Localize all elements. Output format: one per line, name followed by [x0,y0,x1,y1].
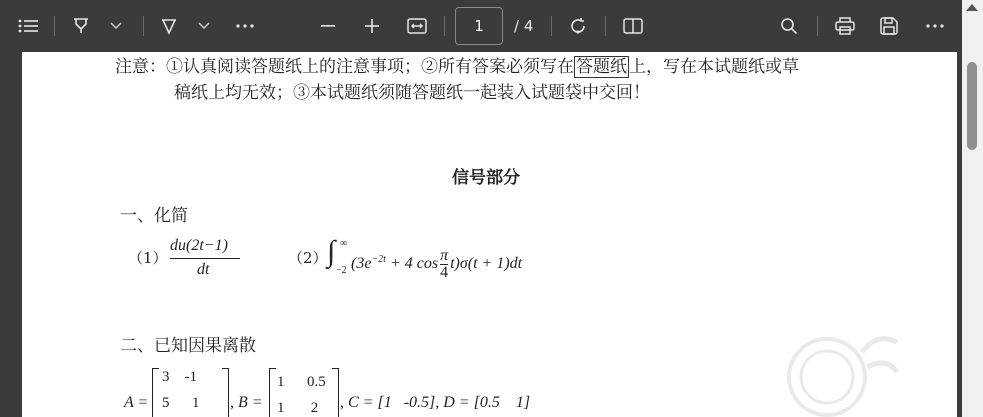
matrix-a-row-1: 3 -1 [162,369,197,385]
watermark-stamp [782,322,912,417]
integral-lower-limit: −2 [336,265,347,276]
rotate-icon[interactable] [565,13,591,39]
section-title: 信号部分 [452,168,520,188]
save-icon[interactable] [876,14,902,38]
more-icon[interactable] [922,14,948,38]
separator [817,16,818,36]
scroll-up-arrow-icon[interactable] [966,4,978,11]
integral-sign: ∫ [327,235,336,268]
notice-line-2: 稿纸上均无效；③本试题纸须随答题纸一起装入试题袋中交回！ [174,83,650,103]
notice-text-b: 上，写在本试题纸或草 [629,57,799,77]
page-view-icon[interactable] [620,14,646,38]
matrix-bracket-right [332,368,339,417]
frac-denominator: 4 [440,264,449,281]
frac-numerator: π [440,247,449,264]
q1-item2-label: （2） [288,249,328,267]
integral-upper-limit: ∞ [340,238,348,249]
matrix-bracket-left [269,368,276,417]
separator [551,16,552,36]
q2-heading: 二、已知因果离散 [120,336,256,356]
q1-item1-numerator: du(2t−1) [170,237,228,254]
separator [444,16,445,36]
highlight-icon[interactable] [68,14,94,38]
matrix-b-row-2: 1 2 [277,400,319,416]
scrollbar-thumb[interactable] [967,62,977,150]
separator [605,16,606,36]
page-count: / 4 [514,17,534,35]
zoom-out-icon[interactable] [316,14,340,38]
fit-width-icon[interactable] [404,14,430,38]
pdf-toolbar [0,0,983,52]
notice-line-1 [115,52,799,77]
matrix-a-label: A = [124,394,149,411]
separator [54,16,55,36]
q1-item1-denominator: dt [197,261,210,278]
chevron-down-icon[interactable] [106,16,126,36]
q1-item2-expression [351,248,522,281]
q1-item1-label: （1） [128,249,168,267]
search-icon[interactable] [776,14,802,38]
notice-boxed-text: 答题纸 [576,57,627,77]
expr-part-a: (3e [351,255,372,273]
matrix-a-row-2: 5 1 [162,395,200,411]
chevron-down-icon[interactable] [194,16,214,36]
separator [143,16,144,36]
expr-exponent: −2t [371,253,386,265]
list-icon[interactable] [14,14,42,38]
expr-part-c: t)σ(t + 1)dt [450,255,523,273]
fraction-bar [170,258,240,259]
pdf-page [22,52,957,417]
zoom-in-icon[interactable] [360,14,384,38]
draw-icon[interactable] [156,14,182,38]
print-icon[interactable] [832,14,858,38]
expr-part-b: + 4 cos [385,255,439,273]
page-number-input[interactable]: 1 [455,7,503,45]
pi-over-4-fraction [440,248,448,281]
more-icon[interactable] [232,14,258,38]
matrix-b-row-1: 1 0.5 [277,374,326,390]
matrix-b-label: , B = [230,394,263,411]
q1-heading: 一、化简 [120,206,188,226]
matrix-bracket-left [152,368,159,417]
matrix-bracket-right [222,368,229,417]
notice-text-a: 注意：①认真阅读答题纸上的注意事项；②所有答案必须写在 [115,57,574,77]
matrix-c-d-definition: , C = [1 -0.5], D = [0.5 1] [340,394,531,411]
